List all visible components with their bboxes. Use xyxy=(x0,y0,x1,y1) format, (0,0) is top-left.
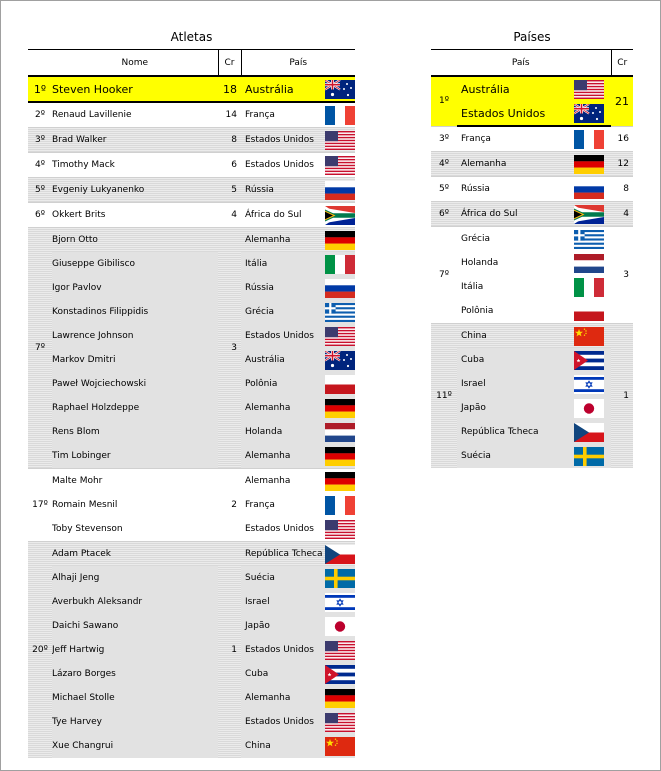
athlete-country: Suécia xyxy=(241,566,325,590)
country-name: França xyxy=(457,126,567,152)
flag-cell xyxy=(325,396,355,420)
table-row xyxy=(28,252,355,276)
flag-france-icon xyxy=(325,106,355,125)
flag-france-icon xyxy=(325,496,355,515)
flag-italy-icon xyxy=(325,255,355,274)
athlete-name: Rens Blom xyxy=(52,420,218,444)
flag-cell xyxy=(567,324,611,349)
flag-cell xyxy=(567,126,611,152)
country-name: Suécia xyxy=(457,444,567,468)
flag-russia-icon xyxy=(325,181,355,200)
athlete-country: República Tcheca xyxy=(241,542,325,567)
athlete-name: Tye Harvey xyxy=(52,710,218,734)
flag-cell xyxy=(325,348,355,372)
flag-russia-icon xyxy=(325,279,355,298)
athlete-country: Rússia xyxy=(241,276,325,300)
table-row xyxy=(28,590,355,614)
table-row xyxy=(28,276,355,300)
flag-cell xyxy=(325,566,355,590)
rank-cell: 3º xyxy=(431,126,457,152)
table-row xyxy=(431,101,633,126)
athlete-country: Alemanha xyxy=(241,686,325,710)
flag-usa-icon xyxy=(325,641,355,660)
flag-czech-icon xyxy=(325,545,355,564)
flag-cell xyxy=(325,614,355,638)
country-name: Itália xyxy=(461,282,484,292)
country-name: República Tcheca xyxy=(457,420,567,444)
athlete-name: Timothy Mack xyxy=(52,153,218,178)
athletes-body xyxy=(28,76,355,758)
flag-china-icon xyxy=(574,327,604,346)
flag-usa-icon xyxy=(574,80,604,99)
flag-germany-icon xyxy=(325,447,355,466)
athlete-country: Alemanha xyxy=(241,469,325,494)
flag-cuba-icon xyxy=(574,351,604,370)
cr-cell: 3 xyxy=(611,227,633,324)
table-row xyxy=(431,299,633,324)
country-name: Israel xyxy=(457,372,567,396)
cr-cell: 8 xyxy=(218,128,241,153)
flag-usa-icon xyxy=(325,327,355,346)
table-row xyxy=(28,493,355,517)
flag-czech-icon xyxy=(574,423,604,442)
athlete-country: Estados Unidos xyxy=(241,324,325,348)
flag-sweden-icon xyxy=(574,447,604,466)
table-row xyxy=(28,153,355,178)
flag-netherlands-icon xyxy=(325,423,355,442)
athlete-name: Daichi Sawano xyxy=(52,614,218,638)
flag-greece-icon xyxy=(325,303,355,322)
cr-cell: 16 xyxy=(611,126,633,152)
table-row xyxy=(431,444,633,468)
athlete-country: Alemanha xyxy=(241,228,325,253)
flag-israel-icon xyxy=(574,375,604,394)
flag-cell xyxy=(567,152,611,177)
cr-header: Cr xyxy=(218,50,241,77)
athletes-panel xyxy=(28,25,355,758)
countries-cr-header: Cr xyxy=(611,50,633,77)
athlete-name: Evgeniy Lukyanenko xyxy=(52,178,218,203)
cr-cell: 2 xyxy=(218,469,241,542)
athlete-country: Rússia xyxy=(241,178,325,203)
flag-germany-icon xyxy=(325,689,355,708)
athlete-name: Lawrence Johnson xyxy=(52,324,218,348)
flag-cell xyxy=(325,517,355,542)
flag-cell xyxy=(567,420,611,444)
athlete-name: Adam Ptacek xyxy=(52,542,218,567)
rank-cell: 5º xyxy=(431,177,457,202)
athlete-name: Malte Mohr xyxy=(52,469,218,494)
flag-israel-icon xyxy=(325,593,355,612)
flag-cell xyxy=(325,444,355,469)
flag-netherlands-icon xyxy=(574,254,604,273)
flag-cell xyxy=(325,128,355,153)
table-row xyxy=(28,102,355,128)
athlete-country: Alemanha xyxy=(241,396,325,420)
table-row xyxy=(28,686,355,710)
table-row xyxy=(431,251,633,275)
flag-cell xyxy=(325,76,355,102)
athlete-country: Itália xyxy=(241,252,325,276)
athlete-name: Michael Stolle xyxy=(52,686,218,710)
athlete-country: China xyxy=(241,734,325,758)
flag-cell xyxy=(325,300,355,324)
flag-cell xyxy=(567,396,611,420)
rank-cell: 17º xyxy=(28,469,52,542)
athlete-country: Japão xyxy=(241,614,325,638)
rank-cell: 1º xyxy=(431,76,457,126)
flag-cell xyxy=(325,638,355,662)
cr-cell: 14 xyxy=(218,102,241,128)
cr-cell: 12 xyxy=(611,152,633,177)
athlete-name: Jeff Hartwig xyxy=(52,638,218,662)
rank-cell: 11º xyxy=(431,324,457,469)
cr-cell: 18 xyxy=(218,76,241,102)
country-name: Austrália xyxy=(457,76,567,101)
cr-cell: 6 xyxy=(218,153,241,178)
flag-south-africa-icon xyxy=(325,206,355,225)
athlete-country: Grécia xyxy=(241,300,325,324)
flag-cell xyxy=(325,734,355,758)
cr-cell: 1 xyxy=(218,542,241,759)
rank-cell: 2º xyxy=(28,102,52,128)
athlete-name: Brad Walker xyxy=(52,128,218,153)
table-row xyxy=(28,542,355,567)
cr-cell: 8 xyxy=(611,177,633,202)
athlete-name: Giuseppe Gibilisco xyxy=(52,252,218,276)
countries-body xyxy=(431,76,633,468)
table-row xyxy=(28,348,355,372)
country-name: Alemanha xyxy=(457,152,567,177)
name-header: Nome xyxy=(52,50,218,77)
country-name: Estados Unidos xyxy=(457,101,567,126)
flag-cell xyxy=(325,228,355,253)
athlete-country: Cuba xyxy=(241,662,325,686)
flag-cell xyxy=(325,252,355,276)
table-row xyxy=(28,300,355,324)
flag-cell xyxy=(567,202,611,227)
table-row xyxy=(28,517,355,542)
table-row xyxy=(28,710,355,734)
table-row xyxy=(431,227,633,252)
country-header: País xyxy=(241,50,355,77)
flag-cell xyxy=(567,348,611,372)
table-row xyxy=(28,178,355,203)
flag-cell xyxy=(567,299,611,324)
flag-poland-icon xyxy=(574,302,604,321)
athlete-name: Averbukh Aleksandr xyxy=(52,590,218,614)
flag-germany-icon xyxy=(325,472,355,491)
flag-japan-icon xyxy=(574,399,604,418)
flag-australia-icon xyxy=(574,104,604,123)
athlete-country: Estados Unidos xyxy=(241,710,325,734)
athlete-name: Alhaji Jeng xyxy=(52,566,218,590)
athlete-name: Igor Pavlov xyxy=(52,276,218,300)
athlete-country: França xyxy=(241,102,325,128)
table-row xyxy=(28,638,355,662)
flag-cell xyxy=(325,710,355,734)
table-row xyxy=(431,348,633,372)
table-row xyxy=(431,396,633,420)
flag-sweden-icon xyxy=(325,569,355,588)
athlete-country: Holanda xyxy=(241,420,325,444)
athlete-name: Renaud Lavillenie xyxy=(52,102,218,128)
flag-cell xyxy=(567,275,611,299)
flag-germany-icon xyxy=(574,155,604,174)
athlete-name: Romain Mesnil xyxy=(52,500,118,510)
athlete-name: Toby Stevenson xyxy=(52,524,123,534)
rank-cell: 20º xyxy=(28,542,52,759)
flag-cell xyxy=(325,324,355,348)
flag-cell xyxy=(567,101,611,126)
rank-cell: 5º xyxy=(28,178,52,203)
country-name: Grécia xyxy=(457,227,567,252)
table-row xyxy=(28,444,355,469)
flag-cell xyxy=(325,276,355,300)
athlete-country: Estados Unidos xyxy=(241,638,325,662)
flag-cell xyxy=(567,251,611,275)
flag-australia-icon xyxy=(325,80,355,99)
flag-japan-icon xyxy=(325,617,355,636)
athlete-country: Alemanha xyxy=(241,444,325,469)
athlete-name: Tim Lobinger xyxy=(52,444,218,469)
table-row xyxy=(431,275,633,299)
flag-germany-icon xyxy=(325,231,355,250)
flag-cell xyxy=(567,444,611,468)
athlete-country: Estados Unidos xyxy=(241,153,325,178)
table-row xyxy=(28,420,355,444)
table-row xyxy=(431,202,633,227)
rank-header xyxy=(28,50,52,77)
athlete-name: Okkert Brits xyxy=(52,203,218,228)
flag-usa-icon xyxy=(325,713,355,732)
cr-cell: 21 xyxy=(611,76,633,126)
table-row xyxy=(28,228,355,253)
rank-cell: 7º xyxy=(431,227,457,324)
flag-greece-icon xyxy=(574,230,604,249)
athlete-name: Raphael Holzdeppe xyxy=(52,396,218,420)
table-row xyxy=(28,614,355,638)
flag-russia-icon xyxy=(574,180,604,199)
country-name: Japão xyxy=(457,396,567,420)
country-name: Cuba xyxy=(457,348,567,372)
cr-cell: 1 xyxy=(611,324,633,469)
flag-cell xyxy=(325,102,355,128)
flag-cell xyxy=(325,372,355,396)
cr-cell: 5 xyxy=(218,178,241,203)
rank-cell: 6º xyxy=(431,202,457,227)
table-row xyxy=(431,372,633,396)
flag-china-icon xyxy=(325,737,355,756)
table-row xyxy=(28,734,355,758)
flag-cell xyxy=(325,542,355,567)
country-name: China xyxy=(457,324,567,349)
athlete-country: Austrália xyxy=(241,76,325,102)
flag-cell xyxy=(325,662,355,686)
flag-cell xyxy=(567,76,611,101)
country-name: África do Sul xyxy=(457,202,567,227)
flag-italy-icon xyxy=(574,278,604,297)
rank-cell: 3º xyxy=(28,128,52,153)
rank-cell: 4º xyxy=(431,152,457,177)
athlete-country: Austrália xyxy=(241,348,325,372)
country-name: Polônia xyxy=(461,306,494,316)
rank-cell: 6º xyxy=(28,203,52,228)
flag-cell xyxy=(325,420,355,444)
table-row xyxy=(28,128,355,153)
flag-australia-icon xyxy=(325,351,355,370)
athlete-country: Israel xyxy=(241,590,325,614)
flag-cell xyxy=(325,686,355,710)
countries-panel xyxy=(431,25,633,468)
table-row xyxy=(431,324,633,349)
flag-cell xyxy=(325,493,355,517)
flag-usa-icon xyxy=(325,520,355,539)
flag-cell xyxy=(567,227,611,252)
table-row xyxy=(28,566,355,590)
athlete-name: Lázaro Borges xyxy=(52,662,218,686)
table-row xyxy=(431,177,633,202)
flag-germany-icon xyxy=(325,399,355,418)
table-row xyxy=(28,203,355,228)
table-row xyxy=(28,324,355,348)
flag-cell xyxy=(325,178,355,203)
countries-country-header: País xyxy=(431,50,611,77)
flag-cuba-icon xyxy=(325,665,355,684)
table-row xyxy=(431,420,633,444)
flag-cell xyxy=(325,153,355,178)
table-row xyxy=(431,126,633,152)
cr-cell: 4 xyxy=(611,202,633,227)
flag-cell xyxy=(325,469,355,494)
countries-table xyxy=(431,49,633,468)
cr-cell: 4 xyxy=(218,203,241,228)
table-row xyxy=(431,152,633,177)
table-row xyxy=(431,76,633,101)
athlete-name: Bjorn Otto xyxy=(52,228,218,253)
athlete-name: Steven Hooker xyxy=(52,76,218,102)
athlete-name: Xue Changrui xyxy=(52,734,218,758)
athlete-country: França xyxy=(245,500,275,510)
athletes-table xyxy=(28,49,355,758)
flag-south-africa-icon xyxy=(574,205,604,224)
table-row xyxy=(28,372,355,396)
country-name: Rússia xyxy=(457,177,567,202)
flag-poland-icon xyxy=(325,375,355,394)
flag-cell xyxy=(567,372,611,396)
athlete-name: Konstadinos Filippidis xyxy=(52,300,218,324)
rank-cell: 1º xyxy=(28,76,52,102)
table-row xyxy=(28,76,355,102)
flag-cell xyxy=(325,203,355,228)
rank-cell: 4º xyxy=(28,153,52,178)
flag-cell xyxy=(567,177,611,202)
flag-cell xyxy=(325,590,355,614)
table-row xyxy=(28,469,355,494)
rank-cell: 7º xyxy=(28,228,52,469)
athlete-name: Paweł Wojciechowski xyxy=(52,372,218,396)
flag-france-icon xyxy=(574,130,604,149)
athlete-country: África do Sul xyxy=(241,203,325,228)
athlete-name: Markov Dmitri xyxy=(52,348,218,372)
country-name: Holanda xyxy=(461,258,499,268)
flag-usa-icon xyxy=(325,156,355,175)
countries-title: Países xyxy=(513,30,551,44)
athlete-country: Polônia xyxy=(241,372,325,396)
athlete-country: Estados Unidos xyxy=(241,128,325,153)
flag-usa-icon xyxy=(325,131,355,150)
table-row xyxy=(28,396,355,420)
table-row xyxy=(28,662,355,686)
athletes-title: Atletas xyxy=(170,30,213,44)
athlete-country: Estados Unidos xyxy=(245,524,314,534)
cr-cell: 3 xyxy=(218,228,241,469)
